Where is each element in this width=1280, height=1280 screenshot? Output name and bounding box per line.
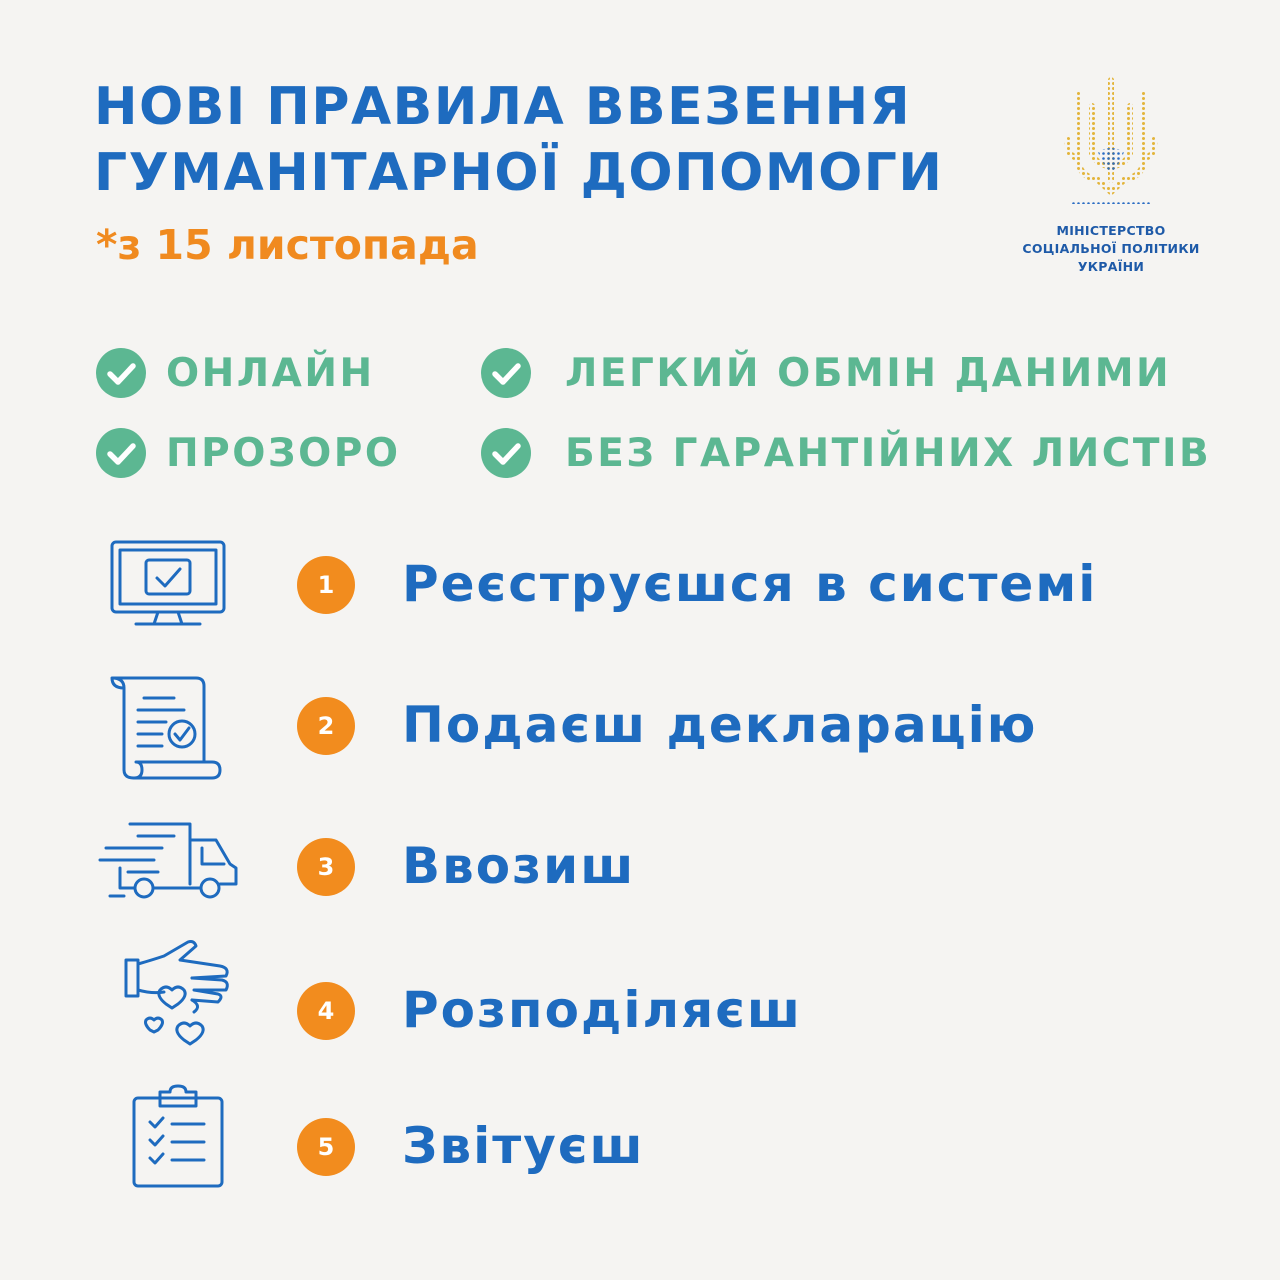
trident-coat-of-arms-icon bbox=[1006, 76, 1216, 206]
feature-label: ЛЕГКИЙ ОБМІН ДАНИМИ bbox=[565, 350, 1172, 396]
step-number-badge: 1 bbox=[297, 556, 355, 614]
step-label-register: Реєструєшся в системі bbox=[402, 555, 1098, 613]
step-label-distribute: Розподіляєш bbox=[402, 981, 802, 1039]
step-label-report: Звітуєш bbox=[402, 1117, 645, 1175]
step-label-declaration: Подаєш декларацію bbox=[402, 696, 1038, 754]
title-line-1: НОВІ ПРАВИЛА ВВЕЗЕННЯ bbox=[94, 77, 912, 137]
feature-label: ОНЛАЙН bbox=[166, 350, 375, 396]
computer-monitor-check-icon bbox=[108, 538, 228, 630]
document-scroll-check-icon bbox=[108, 674, 224, 782]
ministry-name-line-3: УКРАЇНИ bbox=[1077, 259, 1145, 274]
date-subtitle: *з 15 листопада bbox=[96, 221, 479, 269]
ministry-name-line-1: МІНІСТЕРСТВО bbox=[1056, 223, 1166, 238]
ministry-name-line-2: СОЦІАЛЬНОЇ ПОЛІТИКИ bbox=[1022, 241, 1200, 256]
hand-hearts-icon bbox=[122, 938, 236, 1052]
feature-online bbox=[96, 348, 375, 398]
clipboard-checklist-icon bbox=[130, 1084, 226, 1190]
step-label-import: Ввозиш bbox=[402, 837, 636, 895]
title-line-2: ГУМАНІТАРНОЇ ДОПОМОГИ bbox=[94, 143, 944, 203]
delivery-truck-icon bbox=[98, 818, 240, 908]
feature-no-guarantee-letters bbox=[481, 428, 1211, 478]
ministry-name bbox=[1006, 222, 1216, 276]
check-icon bbox=[96, 428, 146, 478]
ministry-logo bbox=[1006, 76, 1216, 286]
feature-label: БЕЗ ГАРАНТІЙНИХ ЛИСТІВ bbox=[565, 430, 1212, 476]
check-icon bbox=[96, 348, 146, 398]
step-number-badge: 3 bbox=[297, 838, 355, 896]
page-title bbox=[94, 74, 943, 206]
step-number-badge: 4 bbox=[297, 982, 355, 1040]
step-number-badge: 2 bbox=[297, 697, 355, 755]
check-icon bbox=[481, 428, 531, 478]
feature-label: ПРОЗОРО bbox=[166, 430, 401, 476]
check-icon bbox=[481, 348, 531, 398]
step-number-badge: 5 bbox=[297, 1118, 355, 1176]
feature-easy-data-exchange bbox=[481, 348, 1171, 398]
feature-transparent bbox=[96, 428, 400, 478]
